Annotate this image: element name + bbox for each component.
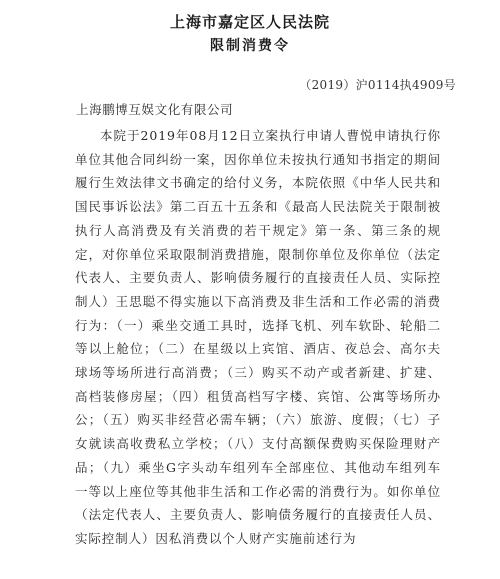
court-name: 上海市嘉定区人民法院 bbox=[169, 13, 330, 31]
document-title: 限制消费令 bbox=[210, 38, 290, 54]
recipient-name: 上海鹏博互娱文化有限公司 bbox=[76, 102, 234, 117]
body-paragraph: 本院于2019年08月12日立案执行申请人曹悦申请执行你单位其他合同纠纷一案，因你单位未按执行通知书指定的期间履行生效法律文书确定的给付义务，本院依照《中华人民共和国民事诉讼法》第二百五十五条和《最高人民法院关于限制被执行人高消费及有关消费的若干规定》第一条、第三条的规定，对你单位采取限制消费措施，限制你单位及你单位（法定代表人、主要负责人、影响债务履行的直接责任人员、实际控制人）王思聪不得实施以下高消费及非生活和工作必需的消费行为：（一）乘坐交通工具时，选择飞机、列车软卧、轮船二等以上舱位；（二）在星级以上宾馆、酒店、夜总会、高尔夫球场等场所进行高消费；（三）购买不动产或者新建、扩建、高档装修房屋；（四）租赁高档写字楼、宾馆、公寓等场所办公；（五）购买非经营必需车辆；（六）旅游、度假；（七）子女就读高收费私立学校；（八）支付高额保费购买保险理财产品；（九）乘坐G字头动车组列车全部座位、其他动车组列车一等以上座位等其他非生活和工作必需的消费行为。如你单位（法定代表人、主要负责人、影响债务履行的直接责任人员、实际控制人）因私消费以个人财产实施前述行为 bbox=[75, 128, 441, 546]
case-number: （2019）沪0114执4909号 bbox=[299, 78, 456, 92]
